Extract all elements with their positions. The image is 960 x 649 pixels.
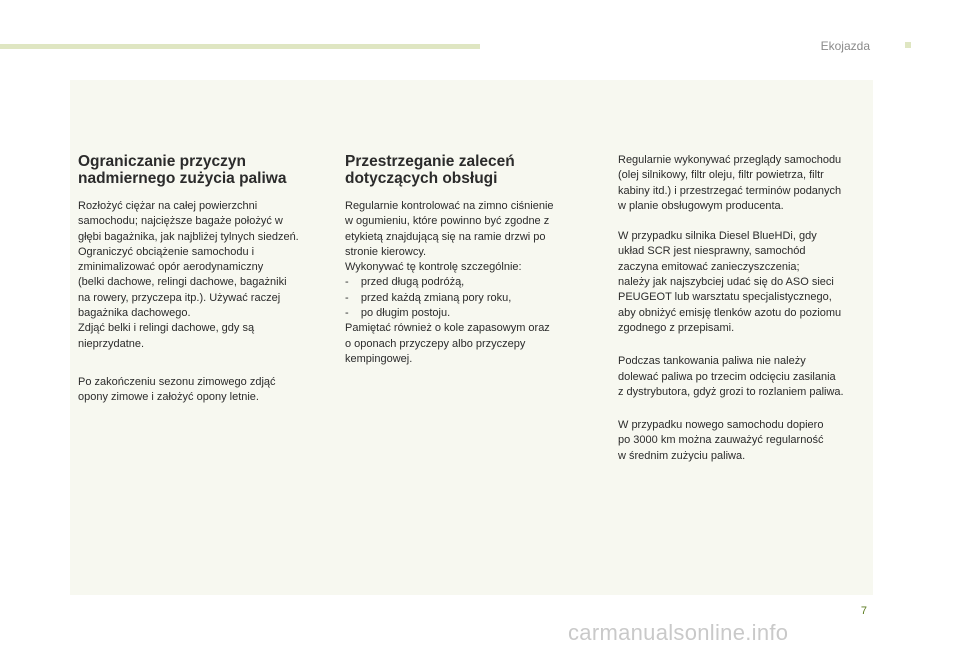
header-accent-bar	[0, 44, 480, 49]
paragraph-load-distribution: Rozłożyć ciężar na całej powierzchni samochodu; najcięższe bagaże położyć w głębi bagażnika, jak najbliżej tylnych siedzeń. Ograniczyć obciążenie samochodu i zminimalizować opór aerodynamiczny (belki dachowe, relingi dachowe, bagażniki na rowery, przyczepa itp.). Używać raczej bagażnika dachowego. Zdjąć belki i relingi dachowe, gdy są nieprzydatne.	[78, 200, 299, 350]
paragraph-new-vehicle: W przypadku nowego samochodu dopiero po 3000 km można zauważyć regularność w średnim zużyciu paliwa.	[618, 419, 824, 462]
section-marker	[905, 42, 911, 48]
heading-maintenance: Przestrzeganie zaleceń dotyczących obsługi	[345, 153, 515, 187]
column-service	[618, 153, 873, 464]
watermark: carmanualsonline.info	[568, 620, 789, 645]
paragraph-tyre-pressure: Regularnie kontrolować na zimno ciśnienie w ogumieniu, które powinno być zgodne z etykietą znajdującą się na ramie drzwi po stronie kierowcy. Wykonywać tę kontrolę szczególnie: - przed długą podróżą, - przed każdą zmianą pory roku, - po długim postoju. Pamiętać również o kole zapasowym oraz o oponach przyczepy albo przyczepy kempingowej.	[345, 200, 554, 365]
page-number: 7	[860, 605, 867, 617]
heading-fuel-consumption: Ograniczanie przyczyn nadmiernego zużycia paliwa	[78, 153, 287, 187]
paragraph-winter-tyres: Po zakończeniu sezonu zimowego zdjąć opony zimowe i założyć opony letnie.	[78, 375, 276, 404]
content-panel	[70, 80, 873, 595]
paragraph-regular-service: Regularnie wykonywać przeglądy samochodu (olej silnikowy, filtr oleju, filtr powietrza, filtr kabiny itd.) i przestrzegać terminów podanych w planie obsługowym producenta.	[618, 154, 842, 212]
section-title: Ekojazda	[820, 39, 870, 53]
column-maintenance	[345, 153, 585, 367]
paragraph-bluehdi-scr: W przypadku silnika Diesel BlueHDi, gdy układ SCR jest niesprawny, samochód zaczyna emitować zanieczyszczenia; należy jak najszybciej udać się do ASO sieci PEUGEOT lub warsztatu specjalistycznego, aby obniżyć emisję tlenków azotu do poziomu zgodnego z przepisami.	[618, 230, 842, 334]
column-fuel-consumption	[78, 153, 323, 406]
paragraph-refuelling: Podczas tankowania paliwa nie należy dolewać paliwa po trzecim odcięciu zasilania z dystrybutora, gdyż grozi to rozlaniem paliwa.	[618, 355, 844, 398]
